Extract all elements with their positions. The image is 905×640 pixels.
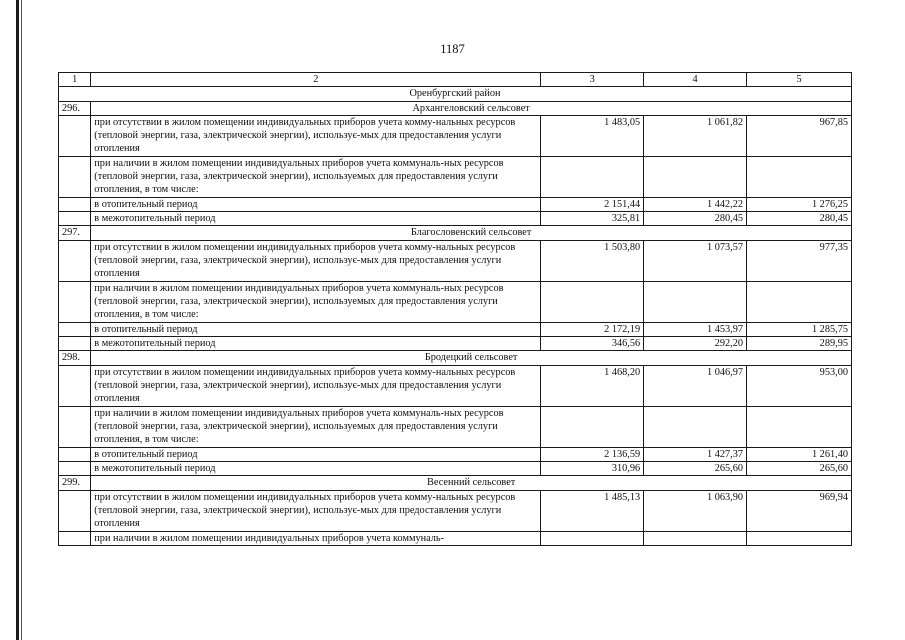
value-col-3: 1 483,05: [541, 115, 644, 156]
value-col-3: 2 151,44: [541, 197, 644, 211]
table-row: [59, 447, 852, 461]
page-number: 1187: [440, 42, 465, 56]
council-name: Бродецкий сельсовет: [91, 351, 852, 365]
value-cell-empty: [644, 406, 747, 447]
value-cell-empty: [541, 156, 644, 197]
tariff-table: [58, 72, 852, 546]
table-row: [59, 461, 852, 475]
value-col-3: 2 172,19: [541, 322, 644, 336]
condition-present-text: при наличии в жилом помещении индивидуальных приборов учета коммуналь-ных ресурсов (тепловой энергии, газа, электрической энергии), используемых для предоставления услуги отопления, в том числе:: [91, 406, 541, 447]
table-row: [59, 281, 852, 322]
council-index: 298.: [59, 351, 91, 365]
council-index: 296.: [59, 101, 91, 115]
interheating-period-label: в межотопительный период: [91, 212, 541, 226]
header-col-1: 1: [59, 73, 91, 87]
value-col-3: 2 136,59: [541, 447, 644, 461]
header-col-5: 5: [747, 73, 852, 87]
index-cell-empty: [59, 115, 91, 156]
council-name: Весенний сельсовет: [91, 476, 852, 490]
index-cell-empty: [59, 322, 91, 336]
index-cell-empty: [59, 461, 91, 475]
value-col-4: 1 073,57: [644, 240, 747, 281]
table-header-row: [59, 73, 852, 87]
value-col-4: 280,45: [644, 212, 747, 226]
value-col-5: 289,95: [747, 337, 852, 351]
value-cell-empty: [541, 406, 644, 447]
table-row: [59, 156, 852, 197]
value-col-5: 953,00: [747, 365, 852, 406]
value-col-4: 292,20: [644, 337, 747, 351]
binder-edge-line: [16, 0, 19, 640]
interheating-period-label: в межотопительный период: [91, 461, 541, 475]
table-row: [59, 406, 852, 447]
value-col-3: 1 485,13: [541, 490, 644, 531]
value-col-5: 1 261,40: [747, 447, 852, 461]
value-cell-empty: [644, 531, 747, 545]
condition-present-text: при наличии в жилом помещении индивидуальных приборов учета коммуналь-ных ресурсов (тепловой энергии, газа, электрической энергии), используемых для предоставления услуги отопления, в том числе:: [91, 281, 541, 322]
value-col-3: 325,81: [541, 212, 644, 226]
region-row: [59, 87, 852, 101]
binder-edge-line-thin: [21, 0, 22, 640]
value-cell-empty: [747, 531, 852, 545]
value-col-5: 280,45: [747, 212, 852, 226]
value-col-3: 1 468,20: [541, 365, 644, 406]
index-cell-empty: [59, 406, 91, 447]
value-col-3: 1 503,80: [541, 240, 644, 281]
index-cell-empty: [59, 281, 91, 322]
table-row: [59, 212, 852, 226]
value-col-5: 967,85: [747, 115, 852, 156]
header-col-2: 2: [91, 73, 541, 87]
index-cell-empty: [59, 212, 91, 226]
index-cell-empty: [59, 531, 91, 545]
heating-period-label: в отопительный период: [91, 197, 541, 211]
heating-period-label: в отопительный период: [91, 447, 541, 461]
condition-absent-text: при отсутствии в жилом помещении индивидуальных приборов учета комму-нальных ресурсов (тепловой энергии, газа, электрической энергии), использує-мых для предоставления услуги отопления: [91, 490, 541, 531]
value-col-4: 265,60: [644, 461, 747, 475]
table-row: [59, 197, 852, 211]
index-cell-empty: [59, 197, 91, 211]
council-name: Архангеловский сельсовет: [91, 101, 852, 115]
table-row: [59, 365, 852, 406]
table-row: [59, 115, 852, 156]
value-col-5: 969,94: [747, 490, 852, 531]
value-cell-empty: [541, 281, 644, 322]
council-index: 299.: [59, 476, 91, 490]
council-row: [59, 476, 852, 490]
value-col-4: 1 061,82: [644, 115, 747, 156]
index-cell-empty: [59, 490, 91, 531]
value-cell-empty: [644, 281, 747, 322]
condition-present-text-partial: при наличии в жилом помещении индивидуальных приборов учета коммуналь-: [91, 531, 541, 545]
index-cell-empty: [59, 447, 91, 461]
value-cell-empty: [747, 281, 852, 322]
index-cell-empty: [59, 156, 91, 197]
council-row: [59, 351, 852, 365]
council-row: [59, 226, 852, 240]
table-row: [59, 490, 852, 531]
condition-absent-text: при отсутствии в жилом помещении индивидуальных приборов учета комму-нальных ресурсов (тепловой энергии, газа, электрической энергии), использує-мых для предоставления услуги отопления: [91, 115, 541, 156]
value-col-5: 1 285,75: [747, 322, 852, 336]
value-col-5: 977,35: [747, 240, 852, 281]
value-col-5: 1 276,25: [747, 197, 852, 211]
value-cell-empty: [747, 156, 852, 197]
header-col-4: 4: [644, 73, 747, 87]
value-cell-empty: [541, 531, 644, 545]
heating-period-label: в отопительный период: [91, 322, 541, 336]
value-col-4: 1 063,90: [644, 490, 747, 531]
value-cell-empty: [644, 156, 747, 197]
condition-absent-text: при отсутствии в жилом помещении индивидуальных приборов учета комму-нальных ресурсов (тепловой энергии, газа, электрической энергии), использує-мых для предоставления услуги отопления: [91, 365, 541, 406]
region-name: Оренбургский район: [59, 87, 852, 101]
index-cell-empty: [59, 240, 91, 281]
table-row: [59, 240, 852, 281]
value-col-3: 310,96: [541, 461, 644, 475]
value-col-4: 1 046,97: [644, 365, 747, 406]
value-col-4: 1 427,37: [644, 447, 747, 461]
council-index: 297.: [59, 226, 91, 240]
header-col-3: 3: [541, 73, 644, 87]
condition-present-text: при наличии в жилом помещении индивидуальных приборов учета коммуналь-ных ресурсов (тепловой энергии, газа, электрической энергии), используемых для предоставления услуги отопления, в том числе:: [91, 156, 541, 197]
table-row: [59, 531, 852, 545]
value-col-3: 346,56: [541, 337, 644, 351]
index-cell-empty: [59, 365, 91, 406]
value-col-4: 1 453,97: [644, 322, 747, 336]
council-name: Благословенский сельсовет: [91, 226, 852, 240]
index-cell-empty: [59, 337, 91, 351]
value-col-4: 1 442,22: [644, 197, 747, 211]
condition-absent-text: при отсутствии в жилом помещении индивидуальных приборов учета комму-нальных ресурсов (тепловой энергии, газа, электрической энергии), использує-мых для предоставления услуги отопления: [91, 240, 541, 281]
value-cell-empty: [747, 406, 852, 447]
interheating-period-label: в межотопительный период: [91, 337, 541, 351]
table-row: [59, 322, 852, 336]
value-col-5: 265,60: [747, 461, 852, 475]
council-row: [59, 101, 852, 115]
table-row: [59, 337, 852, 351]
